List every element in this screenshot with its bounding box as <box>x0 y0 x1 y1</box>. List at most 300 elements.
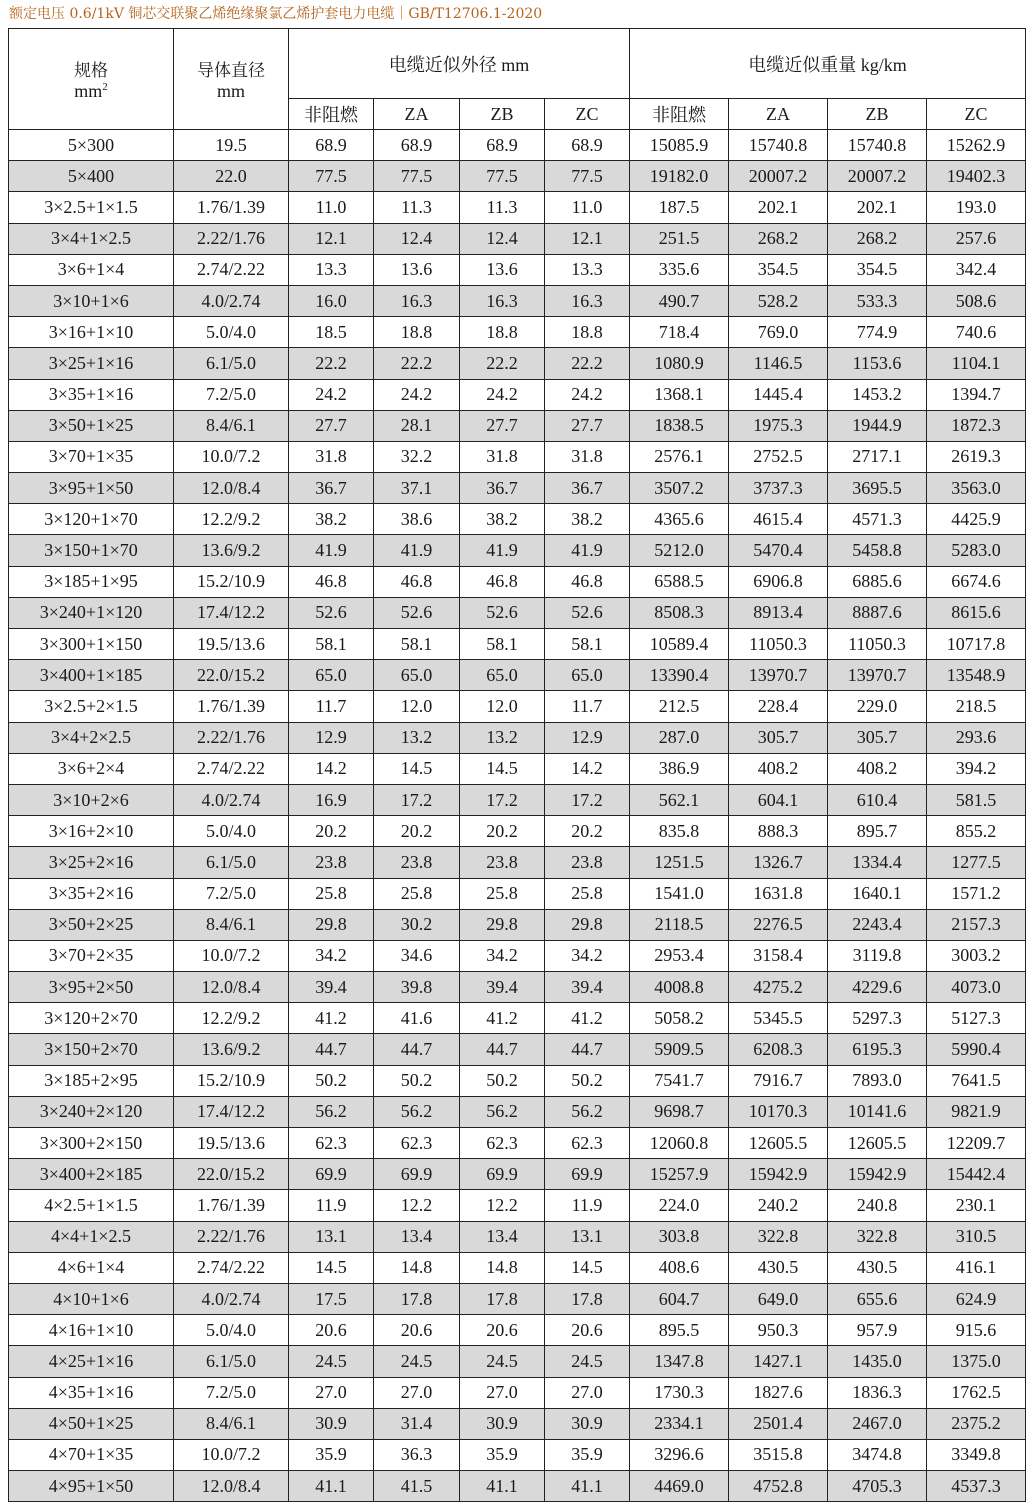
cell-wt-zb: 4571.3 <box>828 504 927 535</box>
table-row <box>9 317 1026 348</box>
cell-od-non-fr: 41.1 <box>289 1471 374 1502</box>
table-row <box>9 1221 1026 1252</box>
cell-od-zc: 41.2 <box>545 1003 630 1034</box>
cell-wt-za: 1445.4 <box>729 379 828 410</box>
cell-wt-za: 528.2 <box>729 285 828 316</box>
cell-conductor: 4.0/2.74 <box>174 285 289 316</box>
cell-wt-zc: 2375.2 <box>927 1408 1026 1439</box>
cell-od-zb: 17.8 <box>460 1283 545 1314</box>
cell-wt-zb: 957.9 <box>828 1315 927 1346</box>
cell-od-zc: 41.1 <box>545 1471 630 1502</box>
cell-od-zc: 50.2 <box>545 1065 630 1096</box>
cell-wt-non-fr: 15085.9 <box>630 130 729 161</box>
cell-spec: 3×10+1×6 <box>9 285 174 316</box>
cell-od-za: 23.8 <box>374 847 460 878</box>
cell-od-za: 22.2 <box>374 348 460 379</box>
cell-wt-za: 1827.6 <box>729 1377 828 1408</box>
cell-od-za: 25.8 <box>374 878 460 909</box>
cell-wt-non-fr: 6588.5 <box>630 566 729 597</box>
cell-spec: 3×400+1×185 <box>9 660 174 691</box>
table-row <box>9 1190 1026 1221</box>
cell-wt-zb: 3695.5 <box>828 473 927 504</box>
table-row <box>9 1377 1026 1408</box>
cell-od-zc: 38.2 <box>545 504 630 535</box>
table-row <box>9 691 1026 722</box>
cell-conductor: 15.2/10.9 <box>174 1065 289 1096</box>
cell-spec: 3×35+2×16 <box>9 878 174 909</box>
cell-od-za: 65.0 <box>374 660 460 691</box>
cell-od-non-fr: 23.8 <box>289 847 374 878</box>
cell-od-zc: 35.9 <box>545 1439 630 1470</box>
table-row <box>9 1315 1026 1346</box>
cell-od-zb: 38.2 <box>460 504 545 535</box>
cell-wt-non-fr: 13390.4 <box>630 660 729 691</box>
cell-conductor: 2.22/1.76 <box>174 722 289 753</box>
cell-wt-non-fr: 1838.5 <box>630 410 729 441</box>
cell-wt-za: 1326.7 <box>729 847 828 878</box>
subheader-wt-zb: ZB <box>828 99 927 130</box>
cell-wt-zc: 5990.4 <box>927 1034 1026 1065</box>
table-row <box>9 1096 1026 1127</box>
cell-wt-za: 4275.2 <box>729 972 828 1003</box>
cell-od-za: 20.6 <box>374 1315 460 1346</box>
cell-wt-za: 11050.3 <box>729 629 828 660</box>
cell-wt-zb: 2467.0 <box>828 1408 927 1439</box>
cell-wt-zc: 4537.3 <box>927 1471 1026 1502</box>
cell-wt-non-fr: 562.1 <box>630 784 729 815</box>
cell-conductor: 19.5/13.6 <box>174 629 289 660</box>
cell-od-zc: 65.0 <box>545 660 630 691</box>
table-row <box>9 566 1026 597</box>
cell-wt-zb: 6195.3 <box>828 1034 927 1065</box>
cell-wt-zc: 1762.5 <box>927 1377 1026 1408</box>
cell-od-non-fr: 52.6 <box>289 597 374 628</box>
cell-wt-non-fr: 4365.6 <box>630 504 729 535</box>
cell-od-za: 14.8 <box>374 1252 460 1283</box>
cell-wt-zc: 394.2 <box>927 753 1026 784</box>
cell-wt-zb: 655.6 <box>828 1283 927 1314</box>
cell-od-zc: 39.4 <box>545 972 630 1003</box>
cell-od-za: 56.2 <box>374 1096 460 1127</box>
cell-wt-za: 5470.4 <box>729 535 828 566</box>
cell-wt-zb: 610.4 <box>828 784 927 815</box>
cell-conductor: 1.76/1.39 <box>174 192 289 223</box>
cell-wt-zb: 3119.8 <box>828 940 927 971</box>
cell-conductor: 22.0/15.2 <box>174 660 289 691</box>
cell-wt-non-fr: 187.5 <box>630 192 729 223</box>
cell-wt-zb: 305.7 <box>828 722 927 753</box>
cell-spec: 3×50+2×25 <box>9 909 174 940</box>
cell-od-za: 34.6 <box>374 940 460 971</box>
cell-od-zb: 65.0 <box>460 660 545 691</box>
cell-wt-non-fr: 10589.4 <box>630 629 729 660</box>
cell-od-zb: 16.3 <box>460 285 545 316</box>
cell-conductor: 7.2/5.0 <box>174 379 289 410</box>
cell-wt-zc: 15442.4 <box>927 1159 1026 1190</box>
cell-wt-zc: 740.6 <box>927 317 1026 348</box>
cell-od-zb: 31.8 <box>460 441 545 472</box>
header-conductor-unit: mm <box>216 81 245 101</box>
cell-od-non-fr: 20.2 <box>289 816 374 847</box>
cell-wt-zc: 855.2 <box>927 816 1026 847</box>
cell-od-non-fr: 11.7 <box>289 691 374 722</box>
cell-spec: 3×95+1×50 <box>9 473 174 504</box>
cell-wt-zb: 430.5 <box>828 1252 927 1283</box>
table-row <box>9 410 1026 441</box>
cell-conductor: 7.2/5.0 <box>174 878 289 909</box>
cell-wt-non-fr: 335.6 <box>630 254 729 285</box>
cell-wt-za: 5345.5 <box>729 1003 828 1034</box>
cell-od-zc: 44.7 <box>545 1034 630 1065</box>
cell-od-zc: 22.2 <box>545 348 630 379</box>
cell-od-non-fr: 29.8 <box>289 909 374 940</box>
cell-conductor: 2.74/2.22 <box>174 753 289 784</box>
cell-od-za: 28.1 <box>374 410 460 441</box>
cell-od-non-fr: 56.2 <box>289 1096 374 1127</box>
cell-wt-zb: 8887.6 <box>828 597 927 628</box>
cell-od-za: 14.5 <box>374 753 460 784</box>
cell-wt-zc: 3003.2 <box>927 940 1026 971</box>
table-row <box>9 379 1026 410</box>
cell-conductor: 10.0/7.2 <box>174 441 289 472</box>
cell-conductor: 2.22/1.76 <box>174 1221 289 1252</box>
cell-wt-zc: 1277.5 <box>927 847 1026 878</box>
cell-conductor: 22.0/15.2 <box>174 1159 289 1190</box>
cell-od-zb: 30.9 <box>460 1408 545 1439</box>
cell-od-zc: 23.8 <box>545 847 630 878</box>
cell-spec: 3×240+2×120 <box>9 1096 174 1127</box>
cell-od-zb: 58.1 <box>460 629 545 660</box>
cell-od-zb: 52.6 <box>460 597 545 628</box>
cell-wt-zb: 6885.6 <box>828 566 927 597</box>
cell-od-zb: 20.2 <box>460 816 545 847</box>
cell-od-za: 41.9 <box>374 535 460 566</box>
cell-wt-zc: 2619.3 <box>927 441 1026 472</box>
table-row <box>9 254 1026 285</box>
cell-wt-za: 950.3 <box>729 1315 828 1346</box>
cell-conductor: 12.2/9.2 <box>174 504 289 535</box>
cell-od-zb: 41.1 <box>460 1471 545 1502</box>
cell-spec: 4×16+1×10 <box>9 1315 174 1346</box>
cell-wt-zb: 1334.4 <box>828 847 927 878</box>
cell-od-za: 41.5 <box>374 1471 460 1502</box>
table-row <box>9 1065 1026 1096</box>
cell-od-zc: 13.1 <box>545 1221 630 1252</box>
cell-od-za: 12.2 <box>374 1190 460 1221</box>
cell-wt-zc: 1394.7 <box>927 379 1026 410</box>
cell-wt-zc: 293.6 <box>927 722 1026 753</box>
cell-od-zb: 11.3 <box>460 192 545 223</box>
cell-od-zc: 12.9 <box>545 722 630 753</box>
cell-od-zb: 12.0 <box>460 691 545 722</box>
cell-od-zc: 16.3 <box>545 285 630 316</box>
cell-od-zb: 68.9 <box>460 130 545 161</box>
cell-conductor: 4.0/2.74 <box>174 1283 289 1314</box>
cell-spec: 3×400+2×185 <box>9 1159 174 1190</box>
cell-od-zb: 50.2 <box>460 1065 545 1096</box>
cell-wt-zc: 416.1 <box>927 1252 1026 1283</box>
cell-wt-zc: 1571.2 <box>927 878 1026 909</box>
cell-od-zb: 14.8 <box>460 1252 545 1283</box>
header-conductor-label: 导体直径 <box>197 61 265 81</box>
cell-wt-zc: 218.5 <box>927 691 1026 722</box>
cell-od-non-fr: 12.9 <box>289 722 374 753</box>
table-row <box>9 660 1026 691</box>
cell-spec: 3×70+1×35 <box>9 441 174 472</box>
cell-conductor: 12.2/9.2 <box>174 1003 289 1034</box>
cell-wt-non-fr: 12060.8 <box>630 1128 729 1159</box>
cell-od-non-fr: 77.5 <box>289 161 374 192</box>
cell-wt-za: 20007.2 <box>729 161 828 192</box>
cell-od-non-fr: 27.7 <box>289 410 374 441</box>
cell-spec: 4×4+1×2.5 <box>9 1221 174 1252</box>
cell-wt-zc: 1872.3 <box>927 410 1026 441</box>
cell-od-zb: 24.5 <box>460 1346 545 1377</box>
cell-wt-zc: 15262.9 <box>927 130 1026 161</box>
cell-wt-zc: 2157.3 <box>927 909 1026 940</box>
cell-wt-zc: 310.5 <box>927 1221 1026 1252</box>
cell-spec: 3×150+2×70 <box>9 1034 174 1065</box>
cell-wt-zc: 8615.6 <box>927 597 1026 628</box>
cell-spec: 3×4+1×2.5 <box>9 223 174 254</box>
cell-wt-zb: 15942.9 <box>828 1159 927 1190</box>
cell-wt-zb: 533.3 <box>828 285 927 316</box>
cell-od-zb: 22.2 <box>460 348 545 379</box>
table-row <box>9 847 1026 878</box>
cell-conductor: 2.74/2.22 <box>174 1252 289 1283</box>
cell-od-zb: 39.4 <box>460 972 545 1003</box>
cell-od-zc: 17.8 <box>545 1283 630 1314</box>
cell-conductor: 10.0/7.2 <box>174 940 289 971</box>
cell-wt-non-fr: 287.0 <box>630 722 729 753</box>
cell-od-za: 16.3 <box>374 285 460 316</box>
cell-conductor: 13.6/9.2 <box>174 535 289 566</box>
cell-wt-za: 202.1 <box>729 192 828 223</box>
cell-conductor: 19.5 <box>174 130 289 161</box>
cell-od-non-fr: 50.2 <box>289 1065 374 1096</box>
cell-od-zb: 14.5 <box>460 753 545 784</box>
cell-od-za: 77.5 <box>374 161 460 192</box>
cell-od-zb: 13.2 <box>460 722 545 753</box>
cell-od-zb: 34.2 <box>460 940 545 971</box>
table-row <box>9 722 1026 753</box>
table-row <box>9 629 1026 660</box>
cell-conductor: 1.76/1.39 <box>174 1190 289 1221</box>
cell-wt-non-fr: 251.5 <box>630 223 729 254</box>
cell-wt-za: 1975.3 <box>729 410 828 441</box>
cell-wt-zb: 4705.3 <box>828 1471 927 1502</box>
cell-wt-non-fr: 1347.8 <box>630 1346 729 1377</box>
cell-od-zc: 17.2 <box>545 784 630 815</box>
cell-od-zb: 12.2 <box>460 1190 545 1221</box>
cell-od-za: 46.8 <box>374 566 460 597</box>
cell-conductor: 17.4/12.2 <box>174 597 289 628</box>
subheader-od-zb: ZB <box>460 99 545 130</box>
cell-wt-za: 10170.3 <box>729 1096 828 1127</box>
table-row <box>9 1283 1026 1314</box>
table-row <box>9 972 1026 1003</box>
cell-od-non-fr: 16.9 <box>289 784 374 815</box>
cell-wt-non-fr: 5212.0 <box>630 535 729 566</box>
subheader-wt-non-fr: 非阻燃 <box>630 99 729 130</box>
table-row <box>9 1128 1026 1159</box>
cell-wt-non-fr: 8508.3 <box>630 597 729 628</box>
cell-wt-zb: 4229.6 <box>828 972 927 1003</box>
cell-wt-non-fr: 408.6 <box>630 1252 729 1283</box>
cell-conductor: 17.4/12.2 <box>174 1096 289 1127</box>
cell-spec: 4×50+1×25 <box>9 1408 174 1439</box>
cell-od-non-fr: 58.1 <box>289 629 374 660</box>
table-row <box>9 473 1026 504</box>
cell-wt-zc: 19402.3 <box>927 161 1026 192</box>
table-row <box>9 909 1026 940</box>
cell-od-za: 31.4 <box>374 1408 460 1439</box>
cell-wt-za: 240.2 <box>729 1190 828 1221</box>
cell-od-zb: 24.2 <box>460 379 545 410</box>
cell-od-non-fr: 46.8 <box>289 566 374 597</box>
cell-od-zb: 27.7 <box>460 410 545 441</box>
cell-conductor: 12.0/8.4 <box>174 473 289 504</box>
cell-wt-non-fr: 19182.0 <box>630 161 729 192</box>
cell-wt-zb: 1153.6 <box>828 348 927 379</box>
cell-od-zb: 25.8 <box>460 878 545 909</box>
cell-od-non-fr: 12.1 <box>289 223 374 254</box>
cell-conductor: 8.4/6.1 <box>174 909 289 940</box>
cell-wt-zb: 15740.8 <box>828 130 927 161</box>
cell-od-za: 27.0 <box>374 1377 460 1408</box>
cell-wt-za: 322.8 <box>729 1221 828 1252</box>
cell-wt-non-fr: 718.4 <box>630 317 729 348</box>
header-weight: 电缆近似重量 kg/km <box>630 29 1026 99</box>
cell-od-zc: 62.3 <box>545 1128 630 1159</box>
cell-spec: 3×2.5+1×1.5 <box>9 192 174 223</box>
cell-od-zb: 46.8 <box>460 566 545 597</box>
cell-od-za: 69.9 <box>374 1159 460 1190</box>
cell-od-zb: 41.9 <box>460 535 545 566</box>
cell-od-zc: 11.0 <box>545 192 630 223</box>
cell-wt-za: 268.2 <box>729 223 828 254</box>
cell-wt-zb: 3474.8 <box>828 1439 927 1470</box>
cell-spec: 3×70+2×35 <box>9 940 174 971</box>
cell-od-zb: 17.2 <box>460 784 545 815</box>
cell-wt-zc: 5283.0 <box>927 535 1026 566</box>
cell-wt-za: 15942.9 <box>729 1159 828 1190</box>
cell-wt-non-fr: 303.8 <box>630 1221 729 1252</box>
cell-od-zc: 20.2 <box>545 816 630 847</box>
cell-spec: 4×70+1×35 <box>9 1439 174 1470</box>
cell-od-zb: 27.0 <box>460 1377 545 1408</box>
cell-spec: 5×300 <box>9 130 174 161</box>
cell-wt-non-fr: 15257.9 <box>630 1159 729 1190</box>
cell-spec: 3×120+1×70 <box>9 504 174 535</box>
cell-od-non-fr: 65.0 <box>289 660 374 691</box>
cell-wt-zb: 354.5 <box>828 254 927 285</box>
cell-od-za: 39.8 <box>374 972 460 1003</box>
cell-od-zb: 44.7 <box>460 1034 545 1065</box>
cell-od-zb: 36.7 <box>460 473 545 504</box>
cell-od-non-fr: 62.3 <box>289 1128 374 1159</box>
cell-spec: 4×10+1×6 <box>9 1283 174 1314</box>
cell-spec: 4×6+1×4 <box>9 1252 174 1283</box>
cell-wt-za: 1427.1 <box>729 1346 828 1377</box>
cell-od-za: 11.3 <box>374 192 460 223</box>
cell-od-za: 17.2 <box>374 784 460 815</box>
cell-wt-non-fr: 2118.5 <box>630 909 729 940</box>
cell-conductor: 12.0/8.4 <box>174 972 289 1003</box>
cell-wt-za: 12605.5 <box>729 1128 828 1159</box>
cell-wt-zb: 12605.5 <box>828 1128 927 1159</box>
cell-od-zb: 62.3 <box>460 1128 545 1159</box>
cell-conductor: 10.0/7.2 <box>174 1439 289 1470</box>
cell-wt-zb: 20007.2 <box>828 161 927 192</box>
cell-od-za: 18.8 <box>374 317 460 348</box>
cell-wt-zb: 13970.7 <box>828 660 927 691</box>
table-row <box>9 285 1026 316</box>
cell-od-non-fr: 13.3 <box>289 254 374 285</box>
cell-od-zc: 41.9 <box>545 535 630 566</box>
cell-wt-zb: 10141.6 <box>828 1096 927 1127</box>
cell-od-non-fr: 34.2 <box>289 940 374 971</box>
table-row <box>9 348 1026 379</box>
cell-od-zc: 27.0 <box>545 1377 630 1408</box>
cell-wt-non-fr: 604.7 <box>630 1283 729 1314</box>
subheader-wt-zc: ZC <box>927 99 1026 130</box>
cell-od-za: 12.4 <box>374 223 460 254</box>
cell-od-zb: 12.4 <box>460 223 545 254</box>
cell-wt-zb: 240.8 <box>828 1190 927 1221</box>
cell-wt-zc: 9821.9 <box>927 1096 1026 1127</box>
cell-od-za: 36.3 <box>374 1439 460 1470</box>
table-row <box>9 1346 1026 1377</box>
cell-wt-zb: 11050.3 <box>828 629 927 660</box>
cell-od-zc: 36.7 <box>545 473 630 504</box>
cell-wt-zb: 2717.1 <box>828 441 927 472</box>
cell-od-za: 24.2 <box>374 379 460 410</box>
cell-spec: 4×2.5+1×1.5 <box>9 1190 174 1221</box>
header-spec-unit: $mm^2$ <box>74 81 108 101</box>
subheader-od-za: ZA <box>374 99 460 130</box>
cell-wt-zc: 3349.8 <box>927 1439 1026 1470</box>
cell-od-zc: 58.1 <box>545 629 630 660</box>
cell-od-zc: 12.1 <box>545 223 630 254</box>
cell-wt-zb: 202.1 <box>828 192 927 223</box>
cell-spec: 3×240+1×120 <box>9 597 174 628</box>
cell-od-za: 37.1 <box>374 473 460 504</box>
cell-od-zb: 35.9 <box>460 1439 545 1470</box>
cell-od-zc: 24.2 <box>545 379 630 410</box>
cell-od-non-fr: 20.6 <box>289 1315 374 1346</box>
cell-od-non-fr: 36.7 <box>289 473 374 504</box>
subheader-od-non-fr: 非阻燃 <box>289 99 374 130</box>
cell-conductor: 15.2/10.9 <box>174 566 289 597</box>
cell-od-non-fr: 13.1 <box>289 1221 374 1252</box>
cell-wt-zb: 1435.0 <box>828 1346 927 1377</box>
cell-od-zc: 14.2 <box>545 753 630 784</box>
cell-spec: 3×300+2×150 <box>9 1128 174 1159</box>
cell-wt-non-fr: 4469.0 <box>630 1471 729 1502</box>
cell-wt-za: 4752.8 <box>729 1471 828 1502</box>
cell-wt-zb: 1453.2 <box>828 379 927 410</box>
cell-od-non-fr: 24.5 <box>289 1346 374 1377</box>
cell-od-zb: 69.9 <box>460 1159 545 1190</box>
cell-spec: 3×2.5+2×1.5 <box>9 691 174 722</box>
cell-wt-zc: 12209.7 <box>927 1128 1026 1159</box>
cell-spec: 3×16+2×10 <box>9 816 174 847</box>
cell-conductor: 4.0/2.74 <box>174 784 289 815</box>
cell-od-za: 44.7 <box>374 1034 460 1065</box>
cell-wt-za: 604.1 <box>729 784 828 815</box>
cell-od-za: 58.1 <box>374 629 460 660</box>
